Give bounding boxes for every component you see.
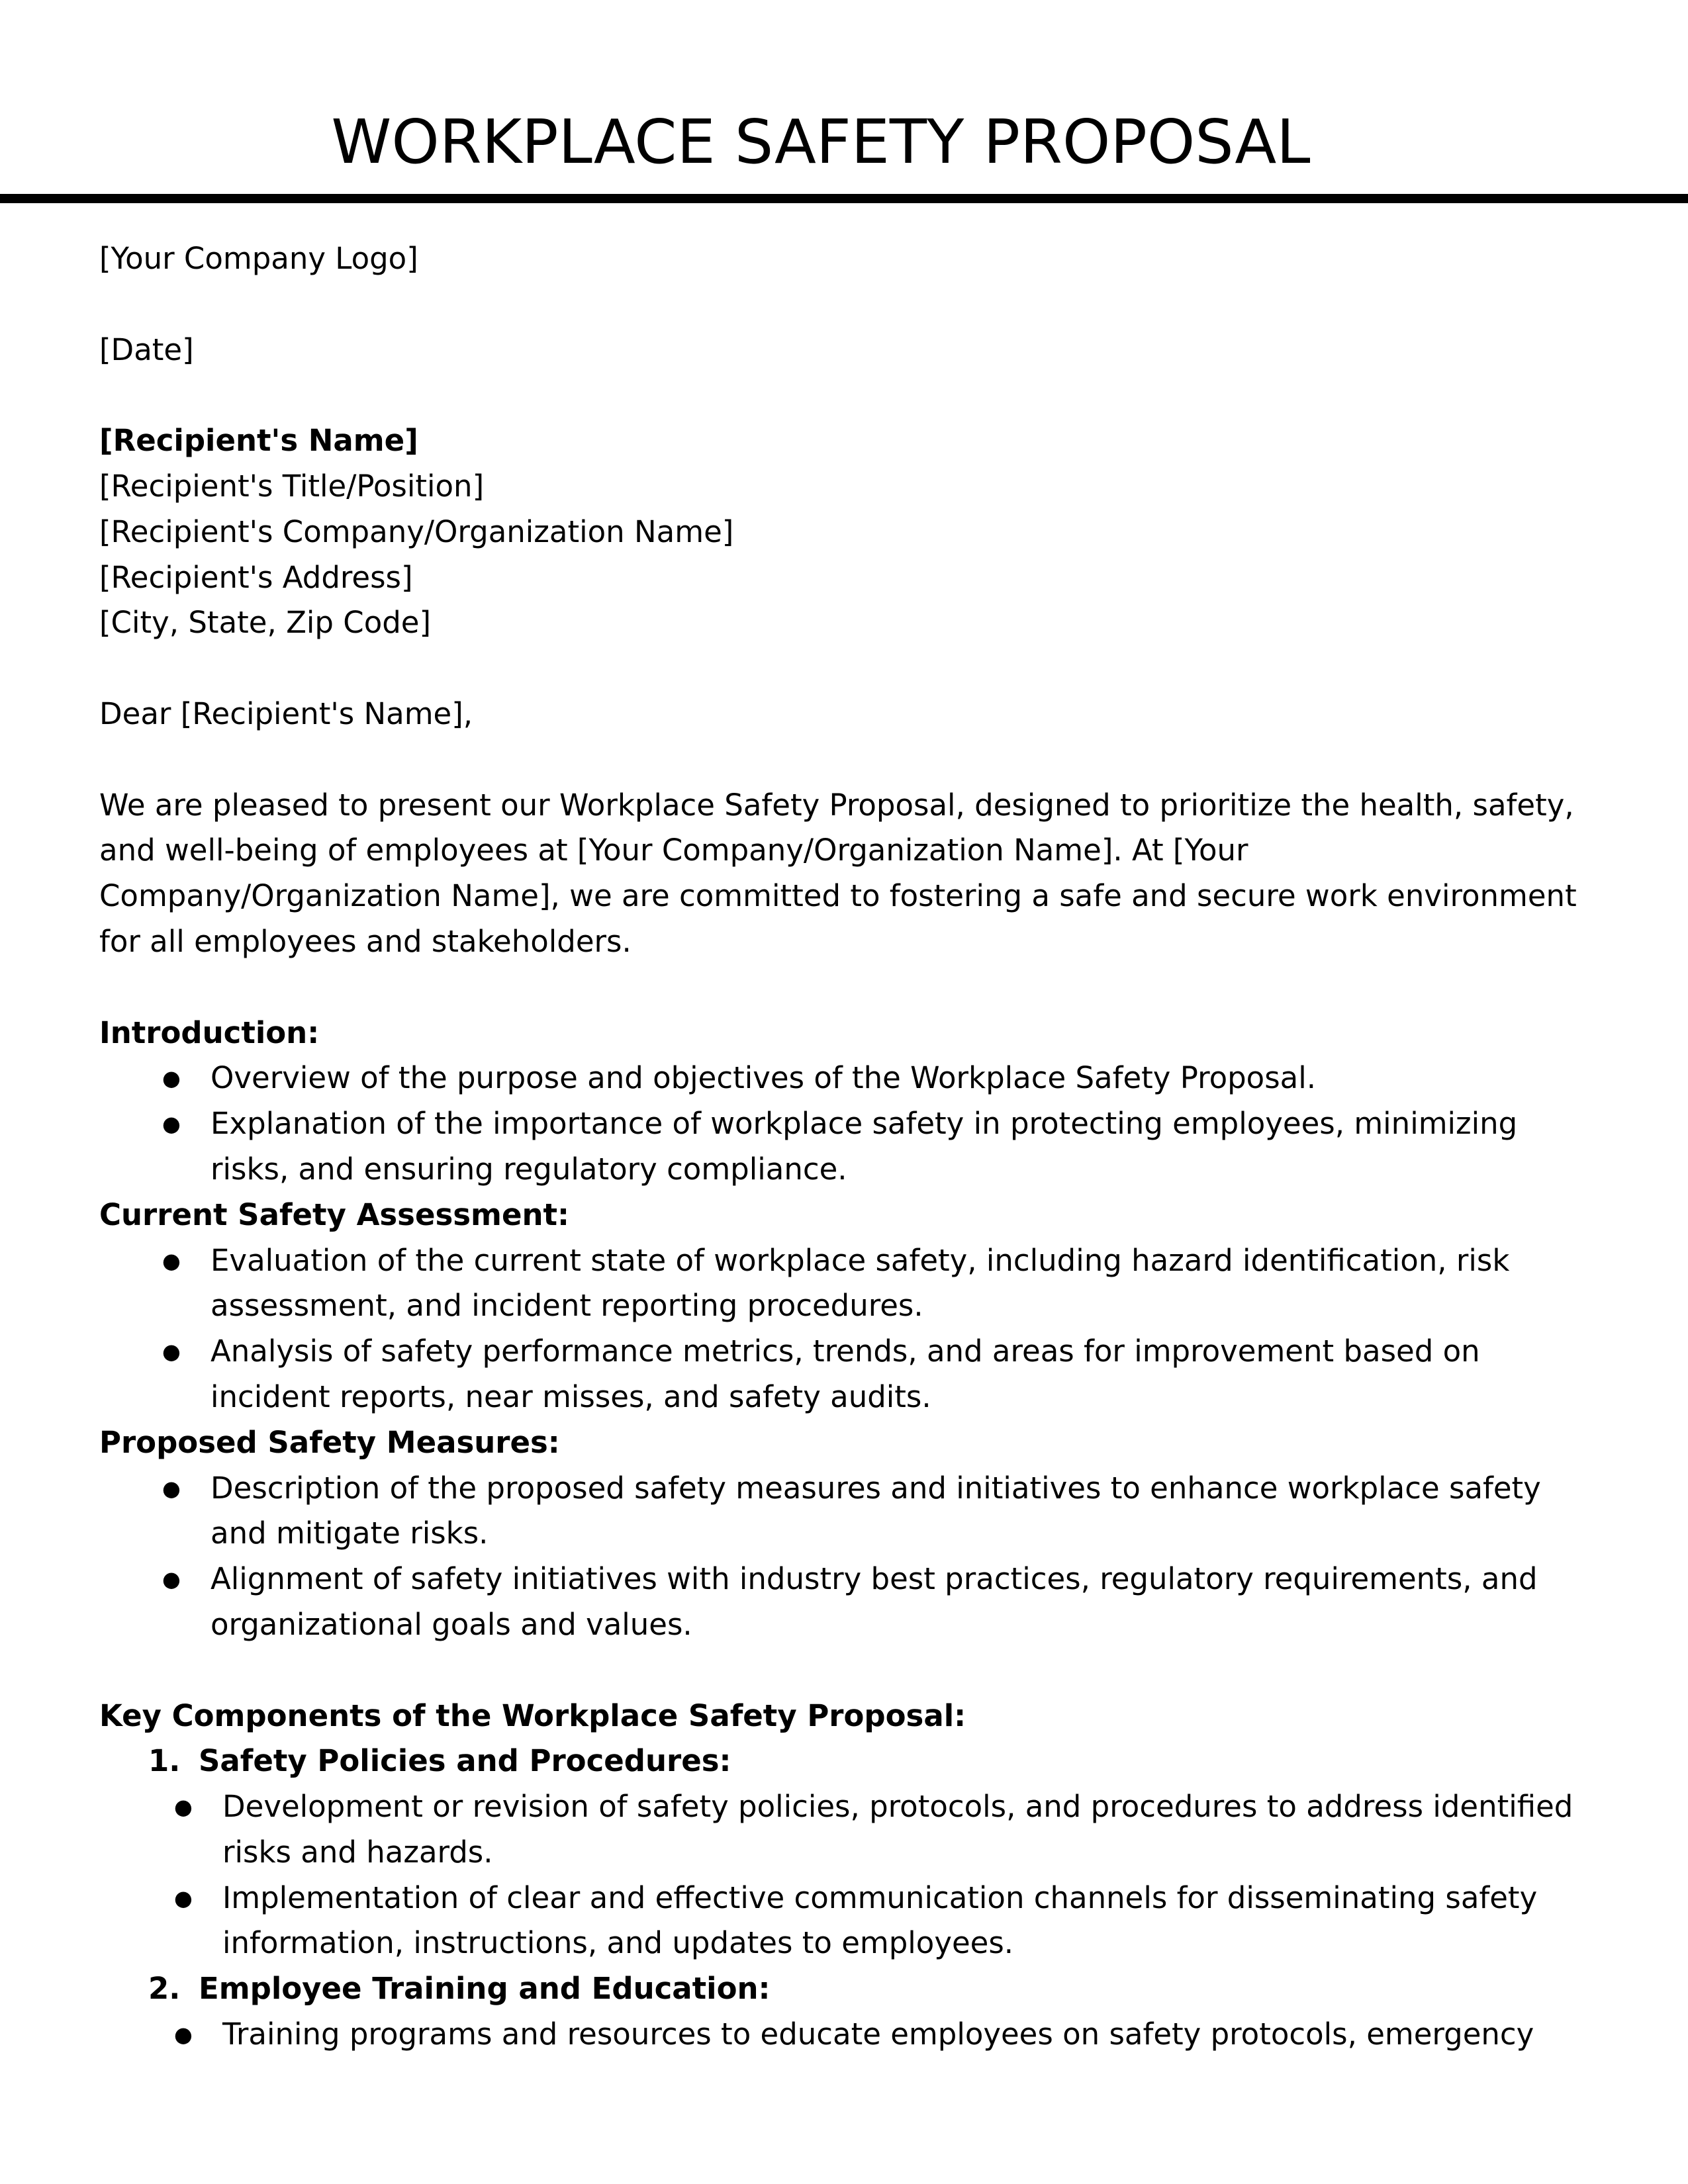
list-item: ● Implementation of clear and effective communication channels for disseminating safety information, instructions, and updates to employees.	[99, 1876, 1589, 1967]
recipient-address: [Recipient's Address]	[99, 559, 413, 595]
date-placeholder: [Date]	[99, 332, 194, 367]
item-title: Safety Policies and Procedures:	[199, 1743, 731, 1779]
spacer	[99, 646, 1589, 692]
bullet-list	[99, 1784, 1589, 1966]
section-heading: Introduction:	[99, 1015, 320, 1050]
key-components-heading: Key Components of the Workplace Safety Proposal:	[99, 1698, 966, 1733]
recipient-city: [City, State, Zip Code]	[99, 605, 432, 641]
title-divider	[0, 194, 1688, 203]
item-number: 1.	[148, 1743, 181, 1779]
list-item: ● Explanation of the importance of workplace safety in protecting employees, minimizing risks, and ensuring regulatory compliance.	[99, 1101, 1589, 1193]
section-heading: Current Safety Assessment:	[99, 1197, 570, 1232]
item-title: Employee Training and Education:	[199, 1971, 771, 2007]
document-body	[99, 236, 1589, 2058]
item-number: 2.	[148, 1971, 181, 2007]
company-logo-placeholder: [Your Company Logo]	[99, 241, 418, 276]
spacer	[99, 737, 1589, 783]
numbered-item	[99, 1739, 1589, 1784]
recipient-company: [Recipient's Company/Organization Name]	[99, 514, 734, 549]
salutation: Dear [Recipient's Name],	[99, 696, 473, 731]
list-item: ● Training programs and resources to educate employees on safety protocols, emergency	[99, 2012, 1589, 2058]
page-title: WORKPLACE SAFETY PROPOSAL	[331, 107, 1311, 177]
spacer	[99, 282, 1589, 328]
recipient-title: [Recipient's Title/Position]	[99, 468, 485, 504]
spacer	[99, 1648, 1589, 1694]
spacer	[99, 373, 1589, 418]
recipient-name: [Recipient's Name]	[99, 423, 418, 459]
list-item: ● Alignment of safety initiatives with industry best practices, regulatory requirements, and organizational goals and values.	[99, 1557, 1589, 1648]
spacer	[99, 965, 1589, 1011]
list-item: ● Analysis of safety performance metrics, trends, and areas for improvement based on incident reports, near misses, and safety audits.	[99, 1329, 1589, 1420]
bullet-list	[99, 1466, 1589, 1648]
list-item: ● Development or revision of safety policies, protocols, and procedures to address identified risks and hazards.	[99, 1784, 1589, 1876]
list-item: ● Description of the proposed safety measures and initiatives to enhance workplace safety and mitigate risks.	[99, 1466, 1589, 1557]
list-item: ● Evaluation of the current state of workplace safety, including hazard identification, risk assessment, and incident reporting procedures.	[99, 1238, 1589, 1330]
intro-paragraph: We are pleased to present our Workplace Safety Proposal, designed to prioritize the health, safety, and well-being of employees at [Your Company/Organization Name]. At [Your Company/Organization Name], we are committed to fostering a safe and secure work environment for all employees and stakeholders.	[99, 787, 1577, 959]
bullet-list	[99, 2012, 1589, 2058]
list-item: ● Overview of the purpose and objectives of the Workplace Safety Proposal.	[99, 1056, 1589, 1101]
numbered-item	[99, 1966, 1589, 2012]
bullet-list	[99, 1056, 1589, 1192]
section-heading: Proposed Safety Measures:	[99, 1424, 560, 1460]
bullet-list	[99, 1238, 1589, 1420]
